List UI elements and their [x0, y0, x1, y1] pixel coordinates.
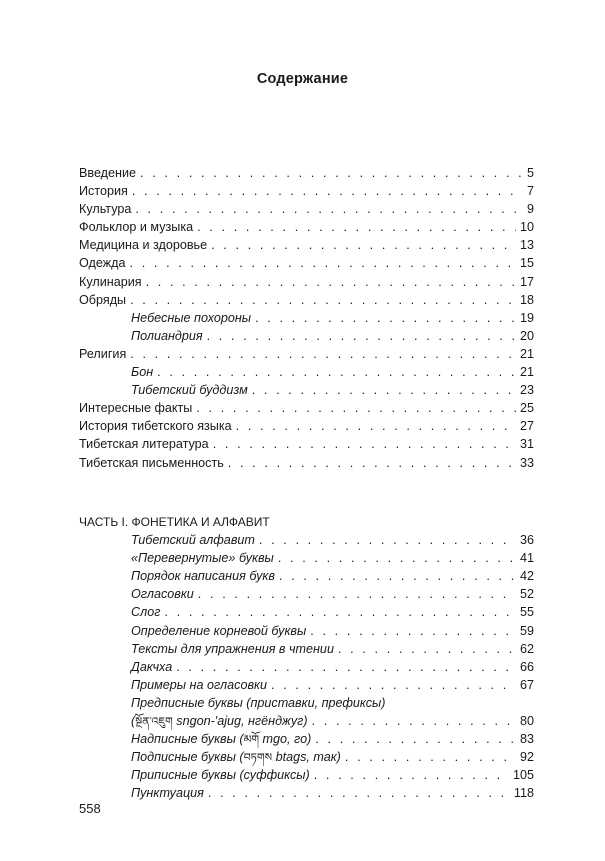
- toc-entry-title: Фольклор и музыка: [79, 220, 194, 235]
- toc-entry[interactable]: [79, 345, 534, 363]
- dot-leader: [135, 200, 523, 218]
- toc-entry[interactable]: [79, 784, 534, 802]
- toc-entry-page: 21: [519, 346, 534, 361]
- toc-entry-page: 10: [519, 220, 534, 235]
- toc-entry-page: 5: [526, 166, 534, 180]
- toc-entry-title: «Перевернутые» буквы: [131, 551, 274, 566]
- toc-entry-title: История: [79, 184, 128, 199]
- toc-entry-title: Тибетская литература: [79, 437, 209, 452]
- toc-entry-title: Порядок написания букв: [131, 569, 275, 584]
- toc-entry[interactable]: [79, 435, 534, 453]
- dot-leader: [236, 417, 516, 435]
- toc-entry[interactable]: [79, 622, 534, 640]
- toc-entry-title: Приписные буквы (суффиксы): [131, 768, 310, 783]
- dot-leader: [211, 236, 516, 254]
- toc-entry-subscript[interactable]: [79, 748, 534, 766]
- toc-entry-title: Огласовки: [131, 587, 194, 602]
- toc-entry-page: 7: [526, 184, 534, 199]
- toc-entry-title: Введение: [79, 166, 137, 180]
- dot-leader: [314, 766, 509, 784]
- table-of-contents-main: [79, 164, 534, 472]
- toc-entry-prescript[interactable]: [79, 712, 534, 730]
- toc-entry[interactable]: [79, 381, 534, 399]
- toc-entry-title: (སྔོན་འཇུག sngon-'ajug, нгёнджуг): [131, 714, 308, 729]
- toc-entry-page: 41: [519, 551, 534, 566]
- toc-entry[interactable]: [79, 164, 534, 182]
- dot-leader: [130, 254, 516, 272]
- toc-entry[interactable]: [79, 766, 534, 784]
- toc-entry-page: 52: [519, 587, 534, 602]
- dot-leader: [213, 435, 516, 453]
- toc-entry-title: Пунктуация: [131, 786, 204, 801]
- toc-entry[interactable]: [79, 531, 534, 549]
- toc-entry-superscript[interactable]: [79, 730, 534, 748]
- page-title: Содержание: [256, 71, 349, 87]
- toc-entry-title: История тибетского языка: [79, 419, 232, 434]
- dot-leader: [130, 291, 516, 309]
- dot-leader: [338, 640, 516, 658]
- toc-entry[interactable]: [79, 236, 534, 254]
- page-number: 558: [79, 801, 101, 816]
- dot-leader: [197, 218, 516, 236]
- toc-entry-title: Бон: [131, 365, 154, 380]
- toc-entry[interactable]: [79, 658, 534, 676]
- toc-entry-page: 31: [519, 437, 534, 452]
- toc-entry-page: 25: [519, 401, 534, 416]
- toc-entry[interactable]: [79, 585, 534, 603]
- toc-entry[interactable]: [79, 309, 534, 327]
- toc-entry-page: 18: [519, 292, 534, 307]
- toc-entry-title: Определение корневой буквы: [131, 623, 307, 638]
- dot-leader: [132, 182, 523, 200]
- dot-leader: [198, 585, 516, 603]
- dot-leader: [146, 273, 516, 291]
- toc-entry[interactable]: [79, 182, 534, 200]
- toc-entry[interactable]: [79, 417, 534, 435]
- toc-entry[interactable]: [79, 254, 534, 272]
- toc-entry[interactable]: [79, 640, 534, 658]
- toc-entry-title: Религия: [79, 346, 127, 361]
- toc-entry[interactable]: [79, 676, 534, 694]
- dot-leader: [312, 712, 516, 730]
- toc-entry-title: Тибетский алфавит: [131, 533, 255, 548]
- toc-entry-title: Культура: [79, 202, 132, 217]
- dot-leader: [315, 730, 516, 748]
- toc-entry-page: 62: [519, 641, 534, 656]
- toc-entry-title: Медицина и здоровье: [79, 238, 208, 253]
- toc-entry-title: Тибетский буддизм: [131, 383, 248, 398]
- dot-leader: [271, 676, 516, 694]
- toc-entry[interactable]: [79, 363, 534, 381]
- toc-entry-page: 42: [519, 569, 534, 584]
- toc-entry-title: Примеры на огласовки: [131, 677, 267, 692]
- toc-entry-page: 15: [519, 256, 534, 271]
- toc-entry-page: 92: [519, 750, 534, 765]
- toc-entry-page: 17: [519, 274, 534, 289]
- toc-entry-title: Тибетская письменность: [79, 455, 224, 470]
- toc-entry-page: 105: [512, 768, 534, 783]
- toc-entry-page: 36: [519, 533, 534, 548]
- dot-leader: [255, 309, 516, 327]
- toc-entry-title: Одежда: [79, 256, 126, 271]
- toc-entry-page: 33: [519, 455, 534, 470]
- toc-entry-title: Слог: [131, 605, 161, 620]
- dot-leader: [228, 454, 516, 472]
- toc-entry-title: Кулинария: [79, 274, 142, 289]
- toc-entry-page: 27: [519, 419, 534, 434]
- dot-leader: [345, 748, 516, 766]
- dot-leader: [130, 345, 516, 363]
- toc-entry[interactable]: [79, 454, 534, 472]
- toc-entry-page: 83: [519, 732, 534, 747]
- toc-entry-page: 23: [519, 383, 534, 398]
- toc-entry-page: 19: [519, 310, 534, 325]
- toc-entry-title: Надписные буквы (མགོ mgo, го): [131, 732, 312, 747]
- toc-entry-page: 21: [519, 365, 534, 380]
- toc-entry-prescript-title[interactable]: Предписные буквы (приставки, префиксы): [131, 695, 386, 710]
- toc-entry[interactable]: [79, 567, 534, 585]
- dot-leader: [310, 622, 516, 640]
- toc-entry[interactable]: [79, 218, 534, 236]
- toc-entry[interactable]: [79, 273, 534, 291]
- dot-leader: [278, 549, 516, 567]
- part-heading: ЧАСТЬ I. ФОНЕТИКА И АЛФАВИТ: [79, 515, 270, 529]
- toc-entry-title: Тексты для упражнения в чтении: [131, 641, 334, 656]
- toc-entry[interactable]: [79, 603, 534, 621]
- toc-entry-page: 20: [519, 328, 534, 343]
- toc-entry-page: 13: [519, 238, 534, 253]
- dot-leader: [176, 658, 516, 676]
- dot-leader: [208, 784, 510, 802]
- toc-entry-page: 80: [519, 714, 534, 729]
- toc-entry-page: 9: [526, 202, 534, 217]
- toc-entry[interactable]: [79, 327, 534, 345]
- toc-entry[interactable]: [79, 549, 534, 567]
- dot-leader: [207, 327, 516, 345]
- toc-entry-title: Подписные буквы (བཏགས btags, так): [131, 750, 341, 765]
- toc-entry-page: 67: [519, 677, 534, 692]
- dot-leader: [259, 531, 516, 549]
- dot-leader: [279, 567, 516, 585]
- dot-leader: [196, 399, 516, 417]
- toc-entry[interactable]: [79, 291, 534, 309]
- toc-entry-page: 118: [513, 786, 534, 801]
- dot-leader: [164, 603, 516, 621]
- toc-entry-title: Дакчха: [131, 659, 173, 674]
- table-of-contents-part1: [79, 513, 534, 803]
- toc-entry[interactable]: [79, 399, 534, 417]
- toc-entry-title: Полиандрия: [131, 328, 203, 343]
- dot-leader: [157, 363, 516, 381]
- dot-leader: [140, 164, 523, 182]
- toc-entry-title: Небесные похороны: [131, 310, 252, 325]
- dot-leader: [252, 381, 516, 399]
- toc-entry-title: Интересные факты: [79, 401, 193, 416]
- toc-entry-page: 55: [519, 605, 534, 620]
- toc-entry[interactable]: [79, 200, 534, 218]
- toc-entry-page: 59: [519, 623, 534, 638]
- toc-entry-page: 66: [519, 659, 534, 674]
- toc-entry-title: Обряды: [79, 292, 127, 307]
